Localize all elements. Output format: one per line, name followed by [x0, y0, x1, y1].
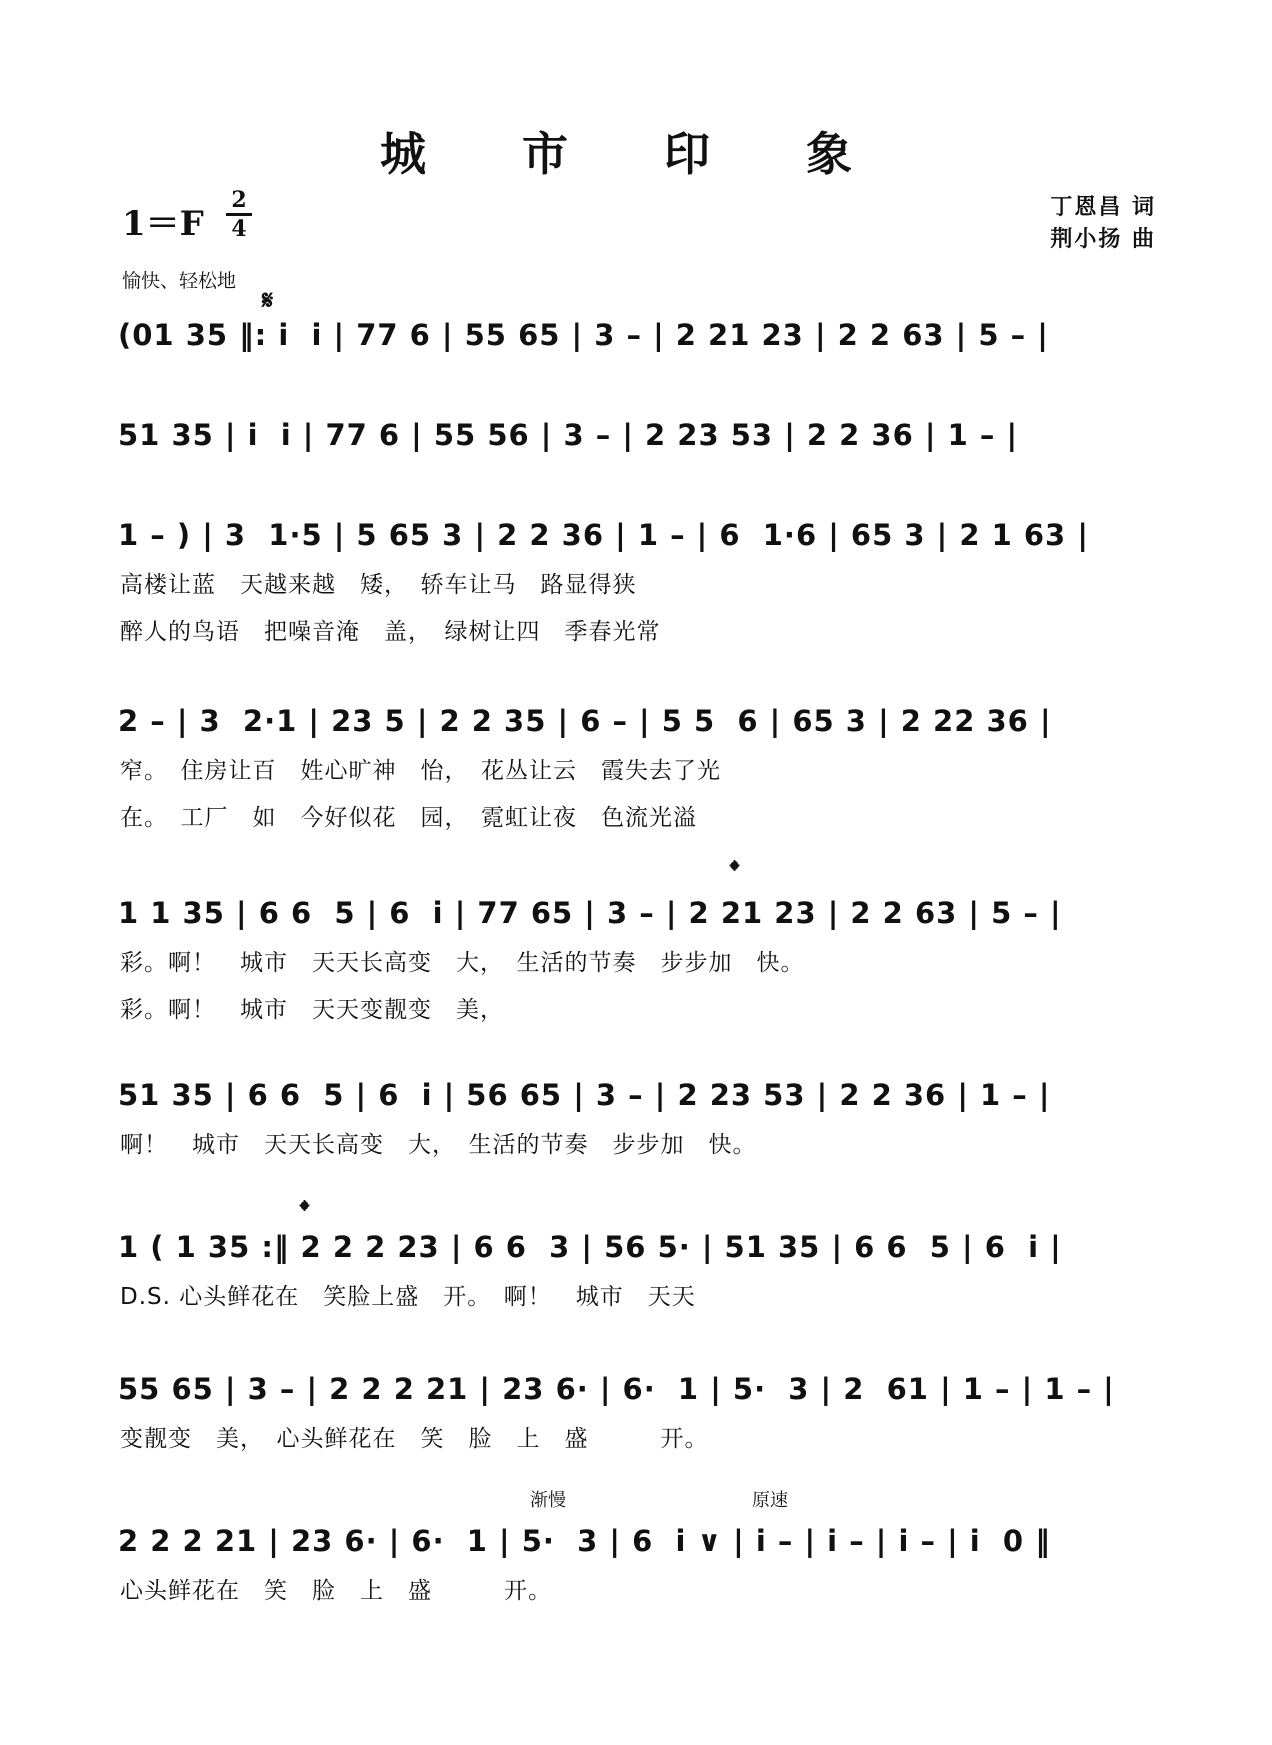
- tempo-marking: 愉快、轻松地: [122, 270, 237, 292]
- lyric-verse-2: 彩。啊！ 城市 天天变靓变 美，: [120, 997, 504, 1023]
- lyricist-credit: 丁恩昌 词: [1050, 195, 1156, 220]
- time-signature: [226, 188, 252, 241]
- notation-line: (01 35 ‖: i i | 77 6 | 55 65 | 3 – | 2 21 23 | 2 2 63 | 5 – |: [118, 318, 1049, 352]
- lyric-verse-1: 心头鲜花在 笑 脸 上 盛 开。: [120, 1578, 552, 1604]
- system-6: [118, 1078, 1158, 1159]
- lyric-verse-1: 变靓变 美， 心头鲜花在 笑 脸 上 盛 开。: [120, 1426, 709, 1452]
- a-tempo-marking: 原速: [752, 1490, 788, 1511]
- lyric-verse-1: 彩。啊！ 城市 天天长高变 大， 生活的节奏 步步加 快。: [120, 950, 805, 976]
- lyric-verse-2: 在。 工厂 如 今好似花 园， 霓虹让夜 色流光溢: [120, 805, 697, 831]
- system-1: [118, 318, 1158, 352]
- coda-icon: 𝄌: [730, 856, 739, 886]
- lyric-verse-1: 啊！ 城市 天天长高变 大， 生活的节奏 步步加 快。: [120, 1132, 757, 1158]
- notation-line: 1 ( 1 35 :‖ 2 2 2 23 | 6 6 3 | 56 5· | 51 35 | 6 6 5 | 6 i |: [118, 1230, 1062, 1264]
- notation-line: 1 – ) | 3 1·5 | 5 65 3 | 2 2 36 | 1 – | 6 1·6 | 65 3 | 2 1 63 |: [118, 518, 1089, 552]
- system-4: [118, 704, 1158, 832]
- time-signature-bottom: 4: [231, 216, 247, 242]
- notation-line: 55 65 | 3 – | 2 2 2 21 | 23 6· | 6· 1 | 5· 3 | 2 61 | 1 – | 1 – |: [118, 1372, 1115, 1406]
- coda-icon-2: 𝄌: [300, 1196, 309, 1226]
- lyric-verse-1: 高楼让蓝 天越来越 矮， 轿车让马 路显得狭: [120, 572, 637, 598]
- system-2: [118, 418, 1158, 452]
- ritardando-marking: 渐慢: [530, 1490, 566, 1511]
- notation-line: 2 – | 3 2·1 | 23 5 | 2 2 35 | 6 – | 5 5 6 | 65 3 | 2 22 36 |: [118, 704, 1052, 738]
- segno-icon: 𝄋: [262, 286, 274, 316]
- system-3: [118, 518, 1158, 646]
- lyric-verse-2: 醉人的鸟语 把噪音淹 盖， 绿树让四 季春光常: [120, 619, 661, 645]
- page-title: 城 市 印 象: [379, 127, 893, 181]
- system-7: [118, 1230, 1158, 1311]
- lyric-verse-1: D.S. 心头鲜花在 笑脸上盛 开。 啊！ 城市 天天: [120, 1284, 696, 1310]
- lyric-verse-1: 窄。 住房让百 姓心旷神 怡， 花丛让云 霞失去了光: [120, 758, 721, 784]
- notation-line: 2 2 2 21 | 23 6· | 6· 1 | 5· 3 | 6 i ∨ | i – | i – | i – | i 0 ‖: [118, 1524, 1051, 1558]
- notation-line: 1 1 35 | 6 6 5 | 6 i | 77 65 | 3 – | 2 21 23 | 2 2 63 | 5 – |: [118, 896, 1062, 930]
- notation-line: 51 35 | 6 6 5 | 6 i | 56 65 | 3 – | 2 23 53 | 2 2 36 | 1 – |: [118, 1078, 1051, 1112]
- key-signature: 1＝F: [122, 204, 204, 244]
- composer-credit: 荆小扬 曲: [1050, 227, 1156, 252]
- notation-line: 51 35 | i i | 77 6 | 55 56 | 3 – | 2 23 53 | 2 2 36 | 1 – |: [118, 418, 1019, 452]
- system-9: [118, 1524, 1158, 1605]
- system-8: [118, 1372, 1158, 1453]
- system-5: [118, 896, 1158, 1024]
- time-signature-top: 2: [231, 187, 247, 213]
